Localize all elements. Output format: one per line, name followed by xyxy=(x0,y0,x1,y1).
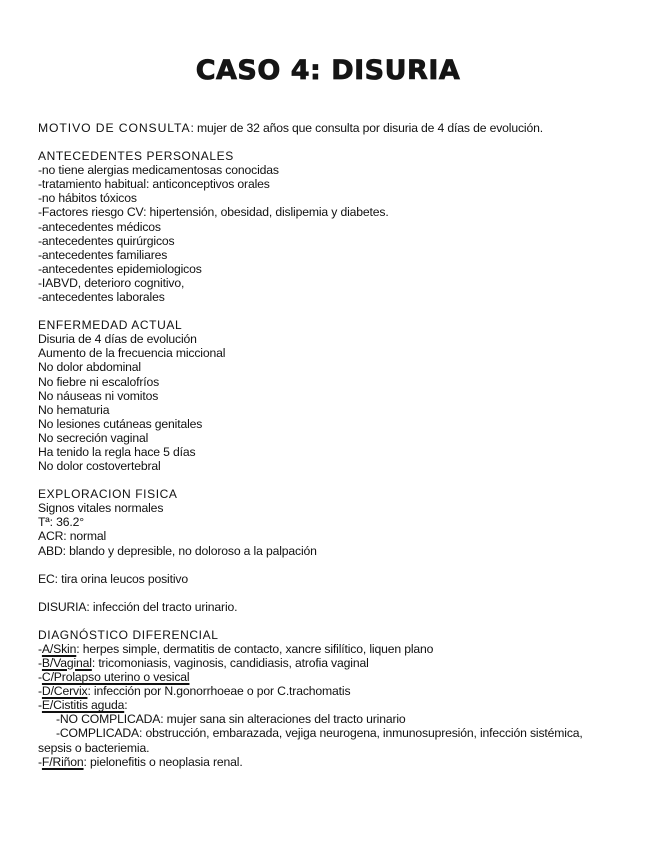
diagnostico-item-rinon xyxy=(38,755,598,769)
diagnostico-item-prolapso xyxy=(38,670,598,684)
enfermedad-item: Ha tenido la regla hace 5 días xyxy=(38,444,196,459)
enfermedad-item: No fiebre ni escalofríos xyxy=(38,374,160,389)
antecedente-item: -no tiene alergias medicamentosas conocidas xyxy=(38,163,279,178)
item-prefix: - xyxy=(38,641,42,656)
diagnostico-text: : tricomoniasis, vaginosis, candidiasis, atrofia vaginal xyxy=(91,656,369,670)
item-prefix: - xyxy=(38,698,42,713)
antecedentes-heading: ANTECEDENTES PERSONALES xyxy=(38,149,234,164)
diagnostico-label: A/Skin xyxy=(41,641,77,656)
item-prefix: - xyxy=(38,656,42,670)
cistitis-complicada xyxy=(38,726,598,754)
enfermedad-actual-section xyxy=(38,318,598,473)
diagnostico-diferencial-section xyxy=(38,628,598,769)
exploracion-fisica-section xyxy=(38,487,598,557)
enfermedad-item: No náuseas ni vomitos xyxy=(38,388,159,403)
item-prefix: - xyxy=(38,670,42,685)
enfermedad-item: No lesiones cutáneas genitales xyxy=(38,416,203,431)
diagnostico-label: D/Cervix xyxy=(41,684,88,699)
diagnostico-label: F/Riñon xyxy=(41,754,84,769)
motivo-consulta-label: MOTIVO DE CONSULTA xyxy=(38,121,191,135)
enfermedad-item: No dolor abdominal xyxy=(38,360,141,375)
diagnostico-diferencial-heading: DIAGNÓSTICO DIFERENCIAL xyxy=(38,627,219,642)
enfermedad-item: Disuria de 4 días de evolución xyxy=(38,332,197,347)
exploracion-item: Signos vitales normales xyxy=(38,501,164,516)
antecedente-item: -antecedentes médicos xyxy=(38,219,161,234)
diagnostico-text: : pielonefitis o neoplasia renal. xyxy=(83,754,243,769)
antecedente-item: -no hábitos tóxicos xyxy=(38,191,137,206)
motivo-consulta-line xyxy=(38,121,598,135)
diagnostico-item-cervix xyxy=(38,684,598,698)
disuria-section xyxy=(38,600,598,614)
diagnostico-text: : infección por N.gonorrhoeae o por C.trachomatis xyxy=(87,684,351,699)
antecedente-item: -tratamiento habitual: anticonceptivos orales xyxy=(38,177,270,192)
disuria-text: DISURIA: infección del tracto urinario. xyxy=(38,599,238,614)
diagnostico-label: B/Vaginal xyxy=(41,656,92,670)
antecedente-item: -antecedentes laborales xyxy=(38,290,165,305)
diagnostico-item-cistitis xyxy=(38,698,598,712)
item-prefix: - xyxy=(38,754,42,769)
diagnostico-item-skin xyxy=(38,642,598,656)
exploracion-item: ABD: blando y depresible, no doloroso a la palpación xyxy=(38,543,317,558)
diagnostico-text: : herpes simple, dermatitis de contacto, xancre sifilítico, liquen plano xyxy=(76,641,434,656)
enfermedad-item: No hematuria xyxy=(38,402,110,417)
exploracion-item: Tª: 36.2° xyxy=(38,515,84,530)
antecedente-item: -antecedentes quirúrgicos xyxy=(38,233,175,248)
enfermedad-item: No dolor costovertebral xyxy=(38,459,161,474)
ec-section xyxy=(38,572,598,586)
enfermedad-item: No secreción vaginal xyxy=(38,430,149,445)
cistitis-complicada-text: -COMPLICADA: obstrucción, embarazada, vejiga neurogena, inmunosupresión, infección sistémica, sepsis o bacteriemia. xyxy=(38,726,583,755)
diagnostico-item-vaginal xyxy=(38,656,598,670)
antecedente-item: -antecedentes epidemiologicos xyxy=(38,261,202,276)
item-prefix: - xyxy=(38,684,42,699)
motivo-consulta-text: : mujer de 32 años que consulta por disuria de 4 días de evolución. xyxy=(190,121,543,135)
diagnostico-label: C/Prolapso uterino o vesical xyxy=(41,670,190,685)
antecedente-item: -antecedentes familiares xyxy=(38,247,168,262)
diagnostico-text: : xyxy=(124,698,128,713)
antecedentes-section xyxy=(38,149,598,304)
motivo-consulta-section xyxy=(38,121,598,135)
ec-text: EC: tira orina leucos positivo xyxy=(38,571,188,586)
exploracion-fisica-heading: EXPLORACION FISICA xyxy=(38,487,178,502)
diagnostico-label: E/Cistitis aguda xyxy=(41,698,125,713)
antecedente-item: -Factores riesgo CV: hipertensión, obesidad, dislipemia y diabetes. xyxy=(38,205,389,220)
exploracion-item: ACR: normal xyxy=(38,529,107,544)
antecedente-item: -IABVD, deterioro cognitivo, xyxy=(38,275,185,290)
page-title: CASO 4: DISURIA xyxy=(195,55,461,86)
document-body xyxy=(38,121,598,769)
cistitis-no-complicada: -NO COMPLICADA: mujer sana sin alteraciones del tracto urinario xyxy=(56,712,406,727)
enfermedad-item: Aumento de la frecuencia miccional xyxy=(38,346,226,361)
enfermedad-actual-heading: ENFERMEDAD ACTUAL xyxy=(38,318,183,333)
